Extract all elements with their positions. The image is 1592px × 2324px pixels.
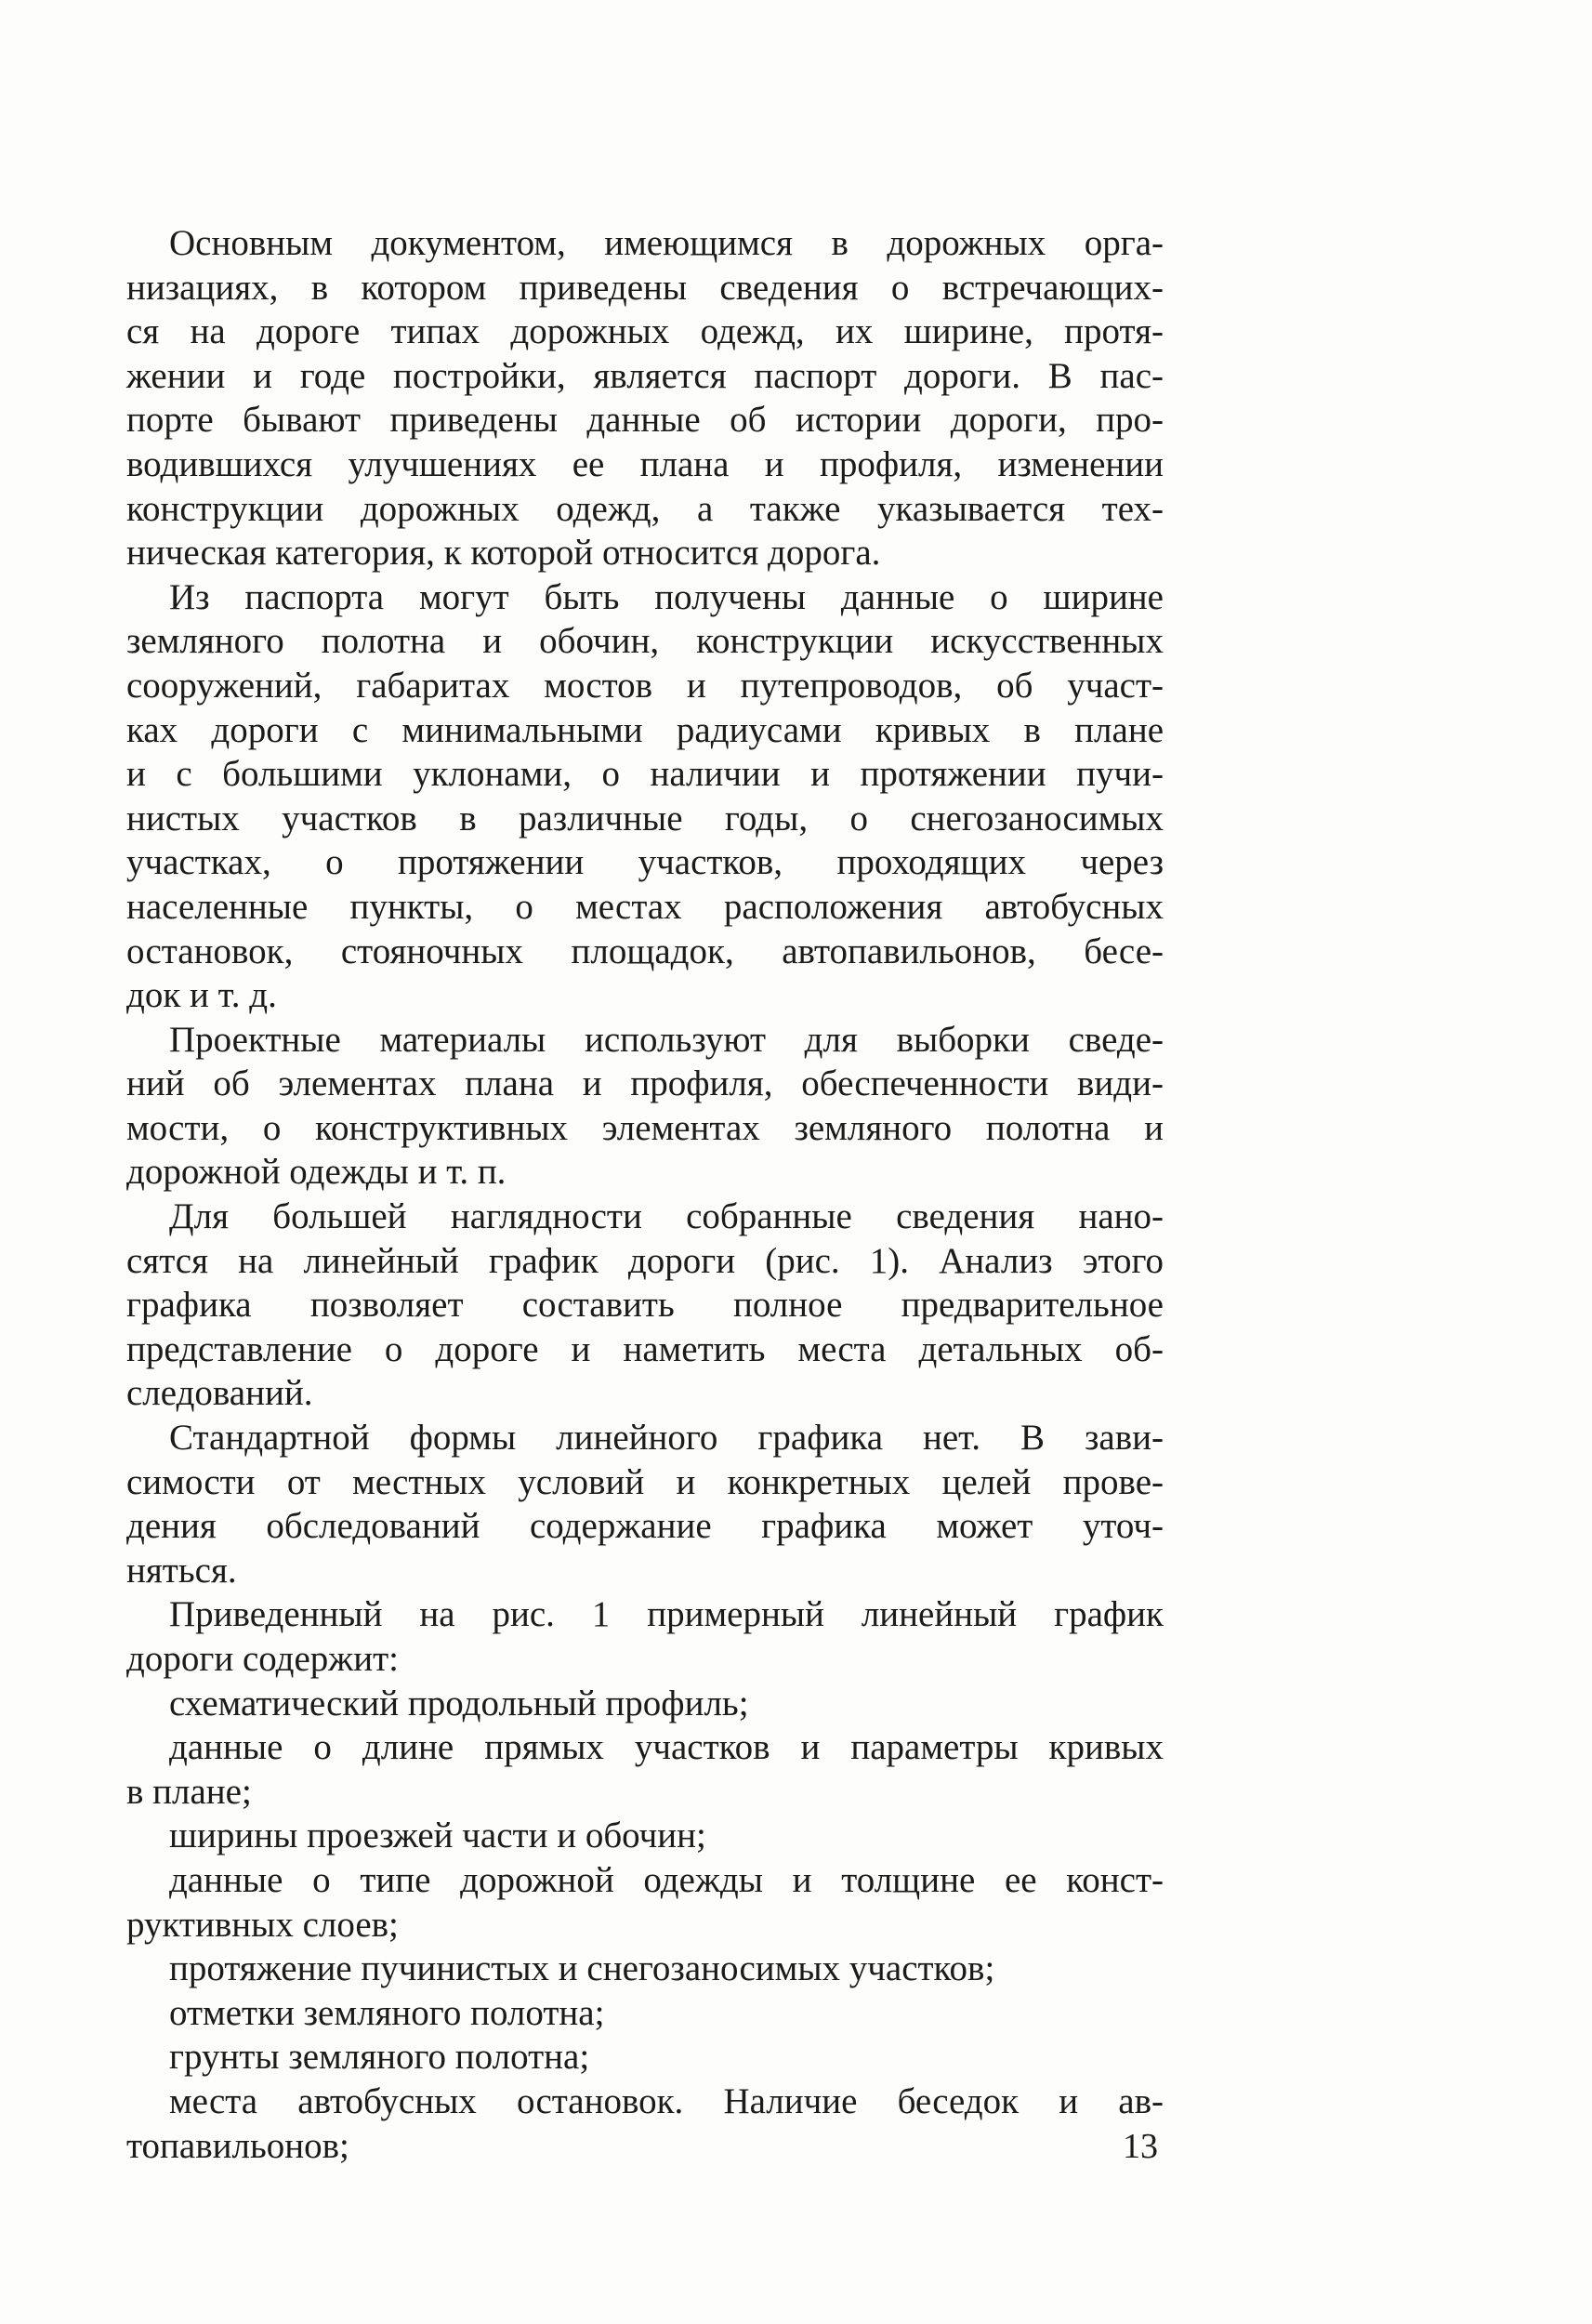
text-line: ний об элементах плана и профиля, обеспеченности види-: [126, 1063, 1164, 1104]
text-line: данные о длине прямых участков и параметры кривых: [169, 1727, 1164, 1768]
paragraph: [126, 1991, 1164, 2036]
text-line: дороги содержит:: [126, 1639, 399, 1679]
text-line: Проектные материалы используют для выборки сведе-: [169, 1019, 1164, 1060]
paragraph: [126, 1592, 1164, 1681]
text-line: топавильонов;: [126, 2125, 349, 2166]
paragraph: [126, 2035, 1164, 2080]
text-line: дения обследований содержание графика может уточ-: [126, 1506, 1164, 1547]
paragraph: [126, 575, 1164, 1018]
text-line: следований.: [126, 1373, 313, 1414]
text-line: Приведенный на рис. 1 примерный линейный график: [169, 1594, 1164, 1635]
paragraph: [126, 1018, 1164, 1195]
paragraph: [126, 1682, 1164, 1726]
paragraph: [126, 1858, 1164, 1947]
text-line: представление о дороге и наметить места детальных об-: [126, 1328, 1164, 1369]
text-line: ническая категория, к которой относится дорога.: [126, 533, 881, 574]
text-line: Из паспорта могут быть получены данные о ширине: [169, 576, 1164, 617]
text-line: нистых участков в различные годы, о снегозаносимых: [126, 798, 1164, 838]
text-line: руктивных слоев;: [126, 1904, 399, 1945]
paragraph: [126, 1195, 1164, 1416]
text-line: водившихся улучшениях ее плана и профиля, изменении: [126, 443, 1164, 484]
text-line: дорожной одежды и т. п.: [126, 1152, 507, 1193]
text-line: ках дороги с минимальными радиусами кривых в плане: [126, 709, 1164, 750]
paragraph: [126, 2080, 1164, 2168]
text-line: порте бывают приведены данные об истории дороги, про-: [126, 400, 1164, 441]
text-line: док и т. д.: [126, 975, 277, 1016]
paragraph: [126, 1814, 1164, 1858]
text-line: остановок, стояночных площадок, автопавильонов, бесе-: [126, 931, 1164, 971]
text-line: симости от местных условий и конкретных целей прове-: [126, 1461, 1164, 1502]
text-line: ширины проезжей части и обочин;: [169, 1816, 706, 1856]
paragraph: [126, 1947, 1164, 1991]
text-line: земляного полотна и обочин, конструкции искусственных: [126, 621, 1164, 662]
text-line: няться.: [126, 1550, 237, 1591]
text-line: жении и годе постройки, является паспорт дороги. В пас-: [126, 355, 1164, 396]
text-line: низациях, в котором приведены сведения о встречающих-: [126, 267, 1164, 308]
text-line: населенные пункты, о местах расположения автобусных: [126, 886, 1164, 927]
text-line: сооружений, габаритах мостов и путепроводов, об участ-: [126, 665, 1164, 706]
text-line: Для большей наглядности собранные сведения нано-: [169, 1196, 1164, 1237]
text-line: графика позволяет составить полное предварительное: [126, 1285, 1164, 1326]
text-line: и с большими уклонами, о наличии и протяжении пучи-: [126, 754, 1164, 795]
text-line: участках, о протяжении участков, проходящих через: [126, 842, 1164, 883]
paragraph: [126, 221, 1164, 575]
text-line: места автобусных остановок. Наличие беседок и ав-: [169, 2080, 1164, 2121]
page-number: 13: [1123, 2127, 1158, 2166]
text-line: Основным документом, имеющимся в дорожных орга-: [169, 223, 1164, 263]
text-line: данные о типе дорожной одежды и толщине ее конст-: [169, 1859, 1164, 1900]
text-line: конструкции дорожных одежд, а также указывается тех-: [126, 488, 1164, 529]
text-line: Стандартной формы линейного графика нет. В зави-: [169, 1418, 1164, 1459]
body-text: [126, 221, 1164, 2168]
text-line: сятся на линейный график дороги (рис. 1). Анализ этого: [126, 1240, 1164, 1281]
text-line: схематический продольный профиль;: [169, 1683, 749, 1723]
paragraph: [126, 1416, 1164, 1592]
text-line: ся на дороге типах дорожных одежд, их ширине, протя-: [126, 311, 1164, 352]
text-line: грунты земляного полотна;: [169, 2037, 590, 2078]
text-line: отметки земляного полотна;: [169, 1992, 605, 2033]
text-line: протяжение пучинистых и снегозаносимых участков;: [169, 1948, 995, 1989]
text-line: в плане;: [126, 1771, 252, 1812]
text-line: мости, о конструктивных элементах земляного полотна и: [126, 1107, 1164, 1148]
paragraph: [126, 1725, 1164, 1814]
